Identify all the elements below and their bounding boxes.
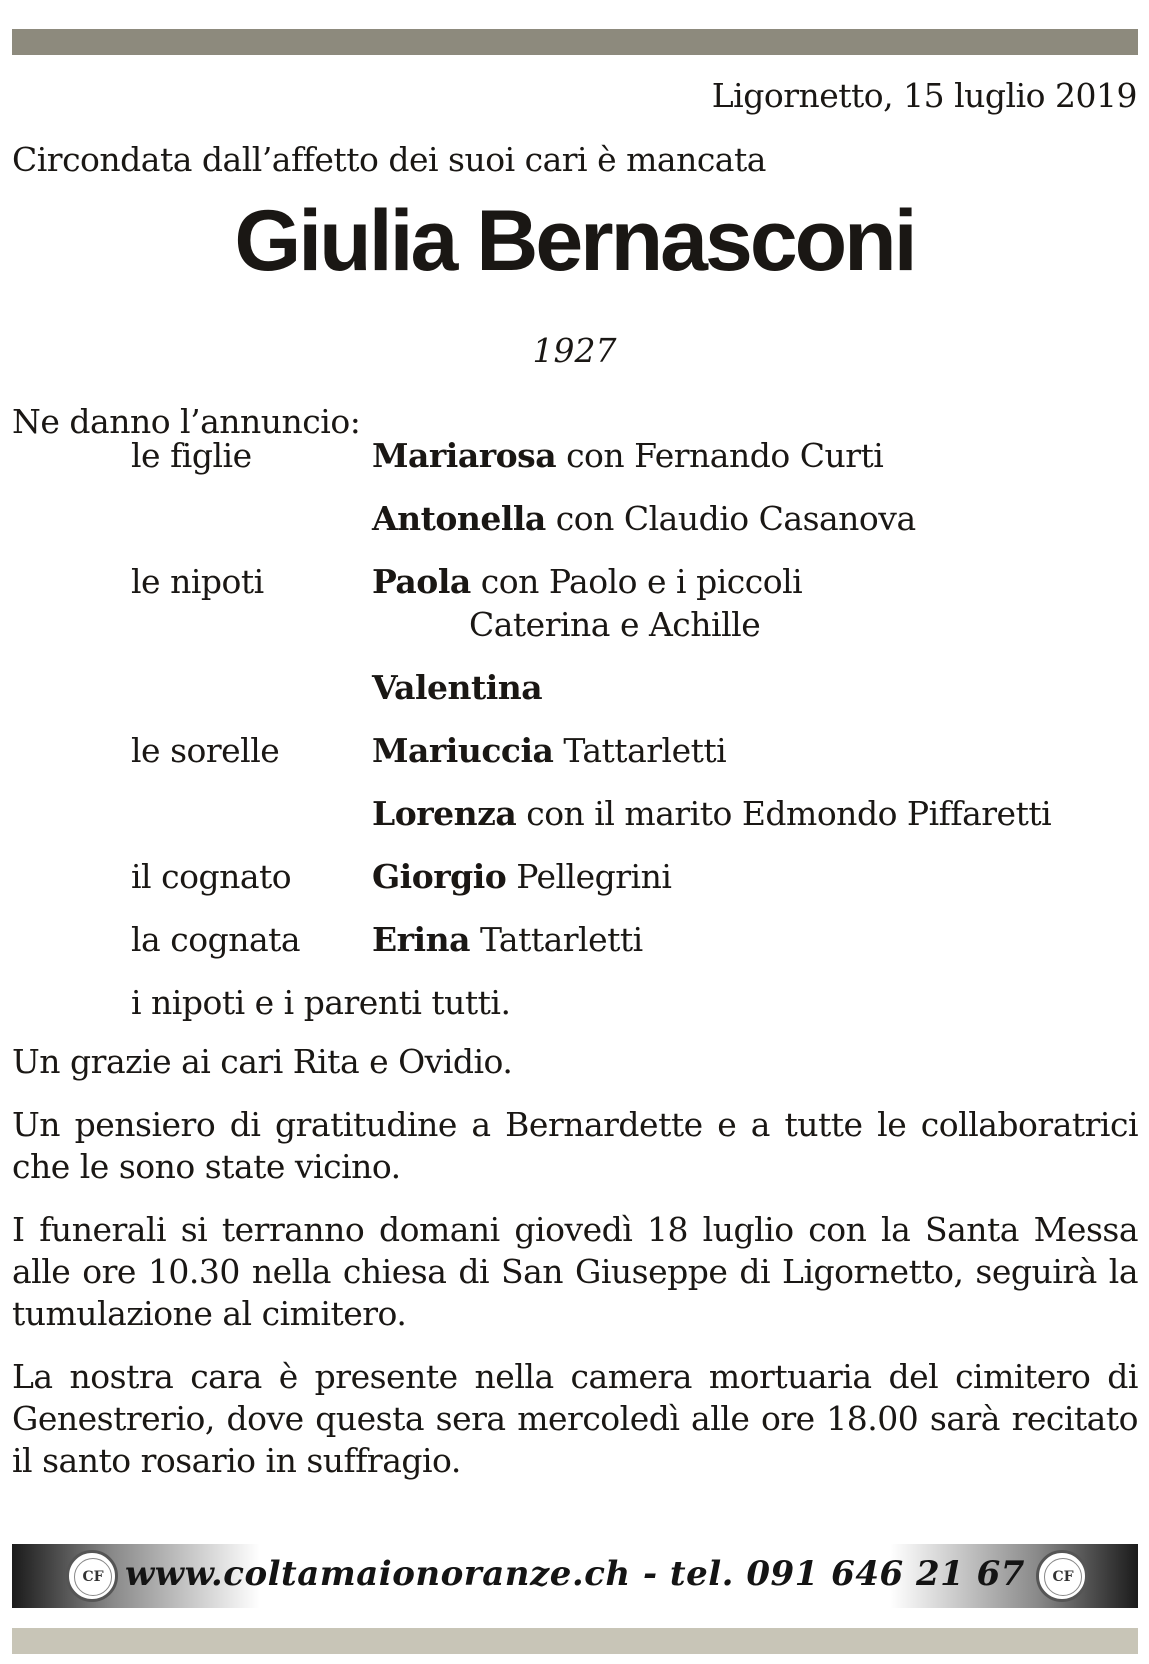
birth-year: 1927 bbox=[532, 331, 617, 370]
relative-rest: Tattarletti bbox=[469, 920, 643, 959]
relative-paola-children: Caterina e Achille bbox=[469, 605, 761, 644]
relative-rest: con il marito Edmondo Piffaretti bbox=[516, 794, 1052, 833]
relative-first-name: Paola bbox=[372, 562, 471, 601]
relative-mariuccia bbox=[372, 731, 726, 770]
footer-contact[interactable]: www.coltamaionoranze.ch - tel. 091 646 21 67 bbox=[125, 1554, 1025, 1594]
relative-first-name: Antonella bbox=[372, 499, 546, 538]
relative-rest: con Paolo e i piccoli bbox=[470, 562, 803, 601]
relative-lorenza bbox=[372, 794, 1051, 833]
deceased-name: Giulia Bernasconi bbox=[234, 193, 915, 289]
relation-daughters: le figlie bbox=[131, 436, 252, 475]
logo-seal-right bbox=[1036, 1550, 1088, 1602]
relative-antonella bbox=[372, 499, 916, 538]
relative-giorgio bbox=[372, 857, 671, 896]
relative-erina bbox=[372, 920, 643, 959]
viewing-paragraph: La nostra cara è presente nella camera mortuaria del cimitero di Genestrerio, dove questa sera mercoledì alle ore 18.00 sarà recitato il santo rosario in suffragio. bbox=[12, 1357, 1138, 1480]
place-date: Ligornetto, 15 luglio 2019 bbox=[711, 76, 1137, 115]
relation-sisters: le sorelle bbox=[131, 731, 280, 770]
relative-mariarosa bbox=[372, 436, 883, 475]
relative-rest: Tattarletti bbox=[553, 731, 727, 770]
relative-first-name: Mariarosa bbox=[372, 436, 557, 475]
relative-rest: con Fernando Curti bbox=[556, 436, 884, 475]
announce-label: Ne danno l’annuncio: bbox=[12, 402, 361, 441]
logo-seal-mark: CF bbox=[1044, 1558, 1082, 1596]
relative-first-name: Erina bbox=[372, 920, 470, 959]
relative-rest: con Claudio Casanova bbox=[545, 499, 916, 538]
relative-paola bbox=[372, 562, 802, 601]
relative-rest: Pellegrini bbox=[506, 857, 672, 896]
relatives-others: i nipoti e i parenti tutti. bbox=[131, 983, 511, 1022]
bottom-divider-bar bbox=[12, 1628, 1138, 1654]
relation-sister-in-law: la cognata bbox=[131, 920, 301, 959]
relation-brother-in-law: il cognato bbox=[131, 857, 292, 896]
intro-line: Circondata dall’affetto dei suoi cari è mancata bbox=[12, 140, 766, 179]
funeral-paragraph: I funerali si terranno domani giovedì 18 luglio con la Santa Messa alle ore 10.30 nella chiesa di San Giuseppe di Ligornetto, seguirà la tumulazione al cimitero. bbox=[12, 1210, 1138, 1333]
relative-first-name: Valentina bbox=[372, 668, 543, 707]
relation-grandchildren: le nipoti bbox=[131, 562, 264, 601]
top-divider-bar bbox=[12, 29, 1138, 55]
relative-valentina bbox=[372, 668, 542, 707]
relative-first-name: Giorgio bbox=[372, 857, 507, 896]
footer-banner bbox=[12, 1544, 1138, 1608]
relative-first-name: Lorenza bbox=[372, 794, 517, 833]
logo-seal-mark: CF bbox=[74, 1558, 112, 1596]
relative-first-name: Mariuccia bbox=[372, 731, 554, 770]
thanks-paragraph: Un grazie ai cari Rita e Ovidio. bbox=[12, 1042, 513, 1081]
gratitude-paragraph: Un pensiero di gratitudine a Bernardette e a tutte le collaboratrici che le sono state vicino. bbox=[12, 1105, 1138, 1186]
